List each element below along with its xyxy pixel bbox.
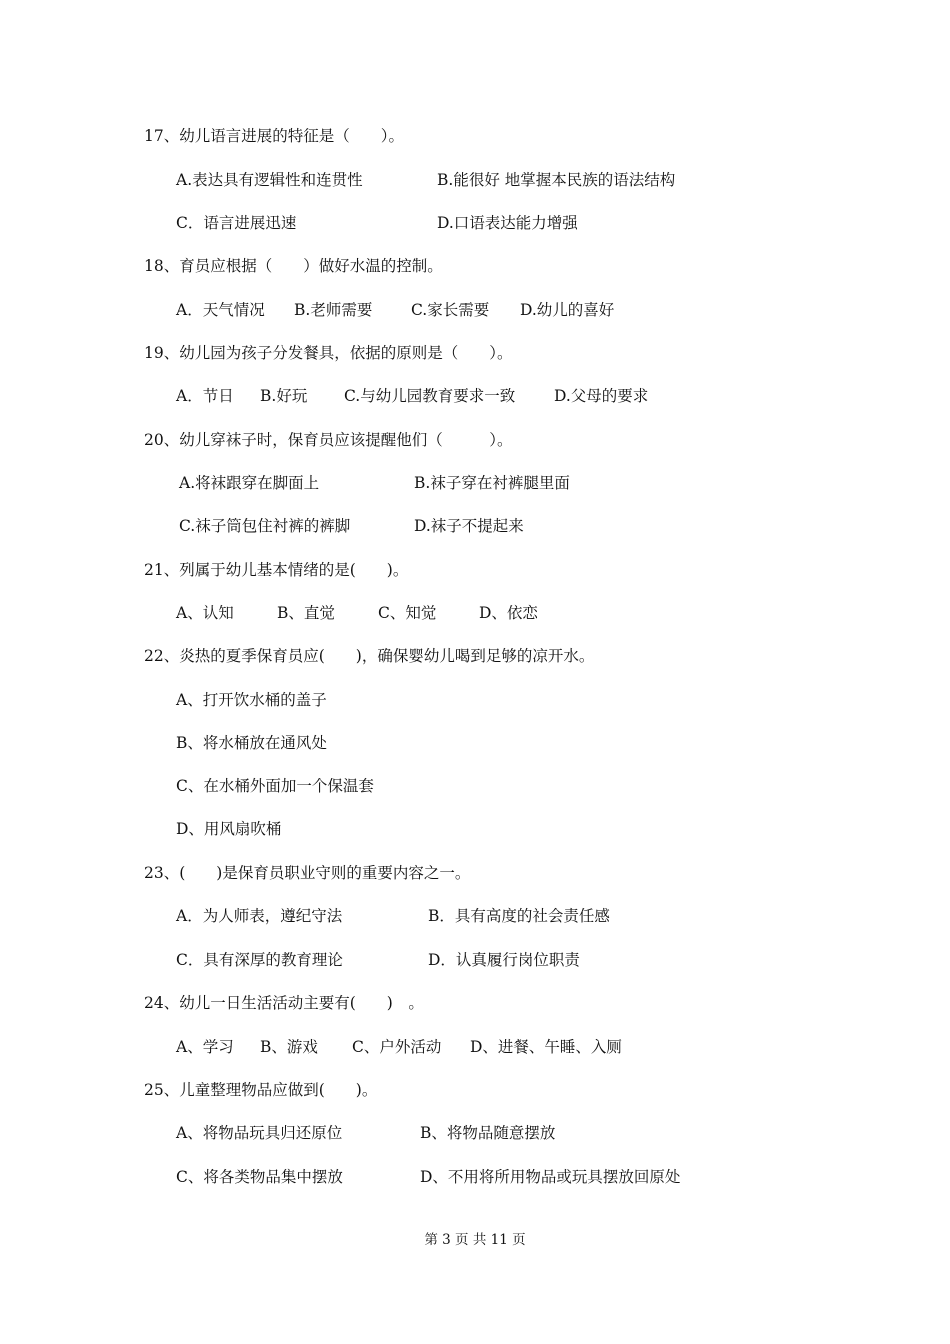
question-24-stem: 24、幼儿一日生活活动主要有( ) 。 — [144, 994, 424, 1012]
q19-option-c: C.与幼儿园教育要求一致 — [344, 387, 516, 405]
q20-option-c: C.袜子筒包住衬裤的裤脚 — [179, 517, 351, 535]
q22-option-a: A、打开饮水桶的盖子 — [176, 691, 327, 709]
q21-option-c: C、知觉 — [378, 604, 437, 622]
q22-option-c: C、在水桶外面加一个保温套 — [176, 777, 374, 795]
q20-option-a: A.将袜跟穿在脚面上 — [179, 474, 320, 492]
q25-option-a: A、将物品玩具归还原位 — [176, 1124, 343, 1142]
q23-option-d: D．认真履行岗位职责 — [428, 951, 580, 969]
question-25-stem: 25、儿童整理物品应做到( )。 — [144, 1081, 378, 1099]
question-18-stem: 18、育员应根据（ ）做好水温的控制。 — [144, 257, 443, 275]
question-17-stem: 17、幼儿语言进展的特征是（ ）。 — [144, 127, 404, 145]
question-22-stem: 22、炎热的夏季保育员应( )，确保婴幼儿喝到足够的凉开水。 — [144, 647, 595, 665]
q25-option-c: C、将各类物品集中摆放 — [176, 1168, 343, 1186]
q23-option-c: C．具有深厚的教育理论 — [176, 951, 343, 969]
q18-option-c: C.家长需要 — [411, 301, 490, 319]
q24-option-c: C、户外活动 — [352, 1038, 442, 1056]
q21-option-a: A、认知 — [176, 604, 234, 622]
q20-option-b: B.袜子穿在衬裤腿里面 — [414, 474, 570, 492]
q19-option-a: A．节日 — [176, 387, 234, 405]
q24-option-d: D、进餐、午睡、入厕 — [470, 1038, 622, 1056]
question-20-stem: 20、幼儿穿袜子时，保育员应该提醒他们（ ）。 — [144, 431, 513, 449]
q24-option-a: A、学习 — [176, 1038, 234, 1056]
q21-option-d: D、依恋 — [479, 604, 538, 622]
q23-option-b: B．具有高度的社会责任感 — [428, 907, 610, 925]
question-19-stem: 19、幼儿园为孩子分发餐具，依据的原则是（ ）。 — [144, 344, 513, 362]
q18-option-a: A．天气情况 — [176, 301, 265, 319]
q22-option-b: B、将水桶放在通风处 — [176, 734, 327, 752]
q17-option-a: A.表达具有逻辑性和连贯性 — [176, 171, 363, 189]
q21-option-b: B、直觉 — [277, 604, 335, 622]
q17-option-c: C．语言进展迅速 — [176, 214, 297, 232]
q18-option-b: B.老师需要 — [294, 301, 373, 319]
page-number-footer: 第 3 页 共 11 页 — [424, 1232, 526, 1248]
q25-option-b: B、将物品随意摆放 — [420, 1124, 556, 1142]
q23-option-a: A．为人师表，遵纪守法 — [176, 907, 343, 925]
q18-option-d: D.幼儿的喜好 — [520, 301, 615, 319]
q22-option-d: D、用风扇吹桶 — [176, 820, 282, 838]
q17-option-b: B.能很好 地掌握本民族的语法结构 — [437, 171, 676, 189]
q24-option-b: B、游戏 — [260, 1038, 318, 1056]
q17-option-d: D.口语表达能力增强 — [437, 214, 578, 232]
q20-option-d: D.袜子不提起来 — [414, 517, 524, 535]
q25-option-d: D、不用将所用物品或玩具摆放回原处 — [420, 1168, 681, 1186]
question-21-stem: 21、列属于幼儿基本情绪的是( )。 — [144, 561, 409, 579]
q19-option-b: B.好玩 — [260, 387, 308, 405]
question-23-stem: 23、( )是保育员职业守则的重要内容之一。 — [144, 864, 471, 882]
q19-option-d: D.父母的要求 — [554, 387, 649, 405]
